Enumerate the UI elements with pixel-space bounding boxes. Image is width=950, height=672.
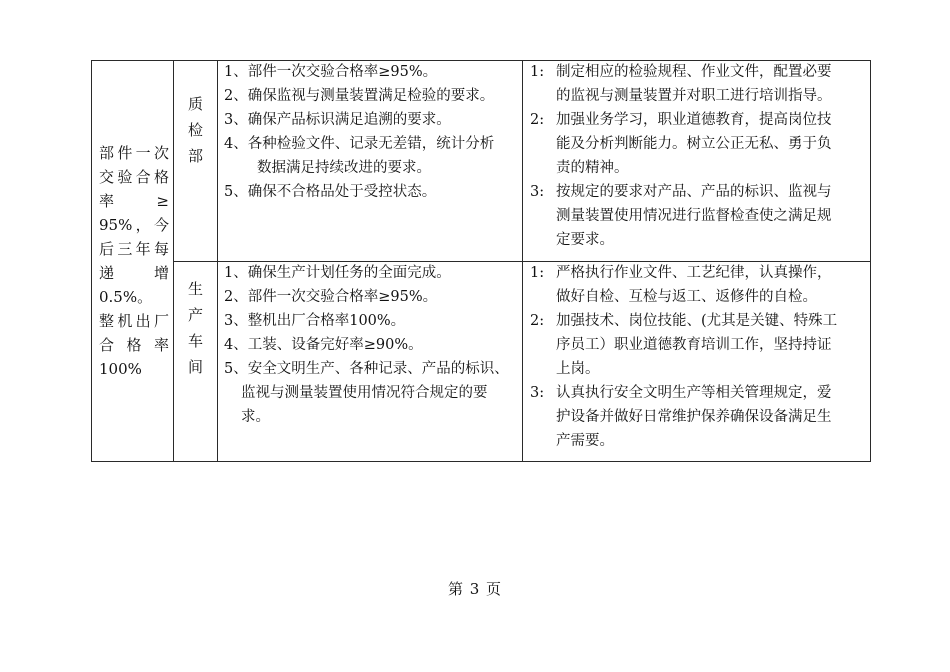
goal-line: 95%，今	[99, 216, 169, 234]
measure-line: 能及分析判断能力。树立公正无私、勇于负	[556, 136, 832, 152]
goal-line: 整机出厂	[99, 312, 169, 330]
requirement-text: 4、各种检验文件、记录无差错，统计分析	[224, 136, 495, 152]
goal-cell	[92, 61, 174, 462]
department-char: 质	[187, 95, 203, 113]
goal-line: 交验合格	[99, 168, 169, 186]
measure-number: 3:	[530, 385, 545, 401]
requirements-cell-quality	[218, 61, 523, 262]
measure-line: 护设备并做好日常维护保养确保设备满足生	[556, 409, 832, 425]
department-char: 生	[187, 280, 203, 298]
measure-line: 按规定的要求对产品、产品的标识、监视与	[556, 184, 832, 200]
requirement-continuation: 监视与测量装置使用情况符合规定的要	[241, 385, 488, 401]
department-char: 检	[187, 121, 203, 139]
measure-line: 上岗。	[556, 361, 600, 377]
measure-line: 责的精神。	[556, 160, 629, 176]
measure-item	[530, 309, 870, 381]
measures-cell-production	[523, 262, 871, 462]
measures-cell-quality	[523, 61, 871, 262]
measure-number: 3:	[530, 184, 545, 200]
measure-number: 1:	[530, 64, 545, 80]
measure-line: 产需要。	[556, 433, 614, 449]
goal-line: 合 格 率	[99, 336, 169, 354]
measure-line: 的监视与测量装置并对职工进行培训指导。	[556, 88, 832, 104]
department-char: 间	[187, 358, 203, 376]
measure-number: 2:	[530, 313, 545, 329]
measure-line: 做好自检、互检与返工、返修件的自检。	[556, 289, 817, 305]
measure-item	[530, 108, 870, 180]
requirement-item	[224, 357, 522, 429]
requirement-item	[224, 132, 522, 180]
requirement-item: 3、确保产品标识满足追溯的要求。	[224, 112, 451, 128]
measure-line: 定要求。	[556, 232, 614, 248]
measure-line: 制定相应的检验规程、作业文件，配置必要	[556, 64, 832, 80]
goal-line: 100%	[99, 360, 142, 378]
department-char: 部	[187, 147, 203, 165]
requirement-item: 1、确保生产计划任务的全面完成。	[224, 265, 451, 281]
goal-line: 0.5%。	[99, 288, 153, 306]
goal-line: 递 增	[99, 264, 169, 282]
requirement-item: 2、部件一次交验合格率≥95%。	[224, 289, 438, 305]
requirement-item: 1、部件一次交验合格率≥95%。	[224, 64, 438, 80]
measure-line: 测量装置使用情况进行监督检查使之满足规	[556, 208, 832, 224]
measure-item	[530, 381, 870, 453]
measure-item	[530, 180, 870, 252]
goal-line: 部件一次	[99, 144, 169, 162]
measure-number: 1:	[530, 265, 545, 281]
requirement-continuation: 数据满足持续改进的要求。	[257, 160, 431, 176]
requirement-item: 3、整机出厂合格率100%。	[224, 313, 406, 329]
requirement-text: 5、安全文明生产、各种记录、产品的标识、	[224, 361, 509, 377]
department-char: 车	[187, 332, 203, 350]
department-cell-quality	[174, 61, 218, 262]
measure-line: 认真执行安全文明生产等相关管理规定，爱	[556, 385, 832, 401]
measure-line: 序员工）职业道德教育培训工作，坚持持证	[556, 337, 832, 353]
requirement-item: 5、确保不合格品处于受控状态。	[224, 184, 437, 200]
measure-line: 加强业务学习，职业道德教育，提高岗位技	[556, 112, 832, 128]
measure-number: 2:	[530, 112, 545, 128]
page-number: 第 3 页	[447, 580, 503, 598]
requirement-item: 2、确保监视与测量装置满足检验的要求。	[224, 88, 495, 104]
measure-item	[530, 60, 870, 108]
requirement-continuation: 求。	[241, 409, 270, 425]
table-row-production	[92, 262, 871, 462]
department-char: 产	[187, 306, 203, 324]
goal-line: 后三年每	[99, 240, 169, 258]
goal-line: 率 ≥	[99, 192, 169, 210]
requirements-cell-production	[218, 262, 523, 462]
measure-item	[530, 261, 870, 309]
measure-line: 严格执行作业文件、工艺纪律，认真操作，	[556, 265, 832, 281]
department-cell-production	[174, 262, 218, 462]
responsibility-table	[91, 60, 871, 462]
table-row-quality	[92, 61, 871, 262]
requirement-item: 4、工装、设备完好率≥90%。	[224, 337, 423, 353]
measure-line: 加强技术、岗位技能、(尤其是关键、特殊工	[556, 313, 838, 329]
